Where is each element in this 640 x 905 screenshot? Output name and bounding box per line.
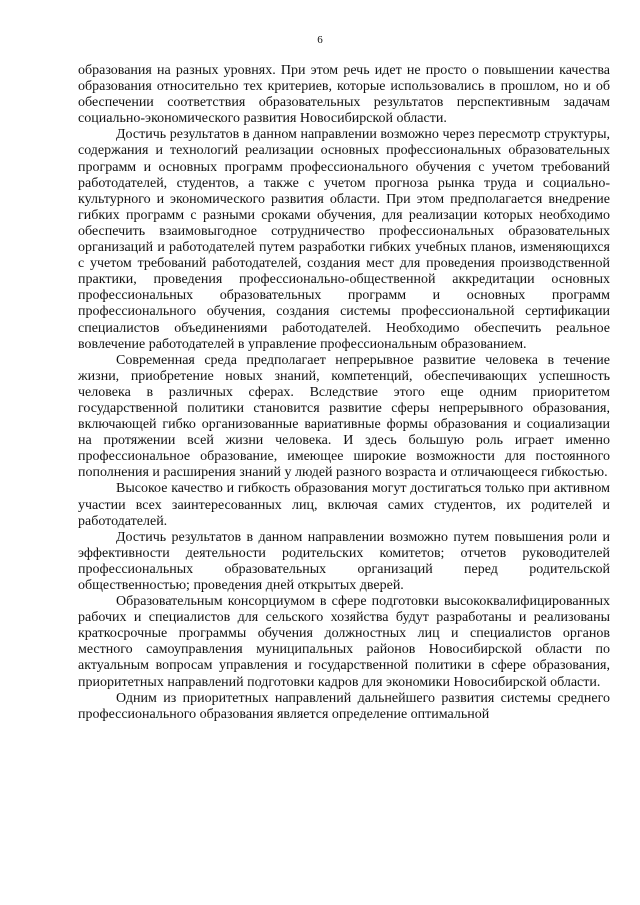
page-number: 6 (317, 34, 323, 46)
document-body (78, 63, 610, 723)
paragraph-consortium: Образовательным консорциумом в сфере подготовки высококвалифицированных рабочих и специалистов для сельского хозяйства будут разработаны и реализованы краткосрочные программы обучения должностных лиц и специалистов органов местного самоуправления муниципальных районов Новосибирской области по актуальным вопросам управления и государственной политики в сфере образования, приоритетных направлений подготовки кадров для экономики Новосибирской области. (78, 594, 610, 690)
paragraph-parent-committees: Достичь результатов в данном направлении возможно путем повышения роли и эффективности деятельности родительских комитетов; отчетов руководителей профессиональных образовательных организаций перед родительской общественностью; проведения дней открытых дверей. (78, 529, 610, 593)
paragraph-continuous-education: Современная среда предполагает непрерывное развитие человека в течение жизни, приобретение новых знаний, компетенций, обеспечивающих успешность человека в различных сферах. Вследствие этого еще одним приоритетом государственной политики становится развитие сферы непрерывного образования, включающей гибко организованные вариативные формы образования и социализации на протяжении всей жизни человека. И здесь большую роль играет именно профессиональное образование, имеющее широкие возможности для постоянного пополнения и расширения знаний у людей разного возраста и отличающееся гибкостью. (78, 352, 610, 481)
paragraph-priority-directions: Одним из приоритетных направлений дальнейшего развития системы среднего профессионального образования является определение оптимальной (78, 690, 610, 722)
paragraph-continuation: образования на разных уровнях. При этом речь идет не просто о повышении качества образования относительно тех критериев, которые использовались в прошлом, но и об обеспечении соответствия образовательных результатов перспективным задачам социально-экономического развития Новосибирской области. (78, 63, 610, 127)
paragraph-employer-requirements: Достичь результатов в данном направлении возможно через пересмотр структуры, содержания и технологий реализации основных профессиональных образовательных программ и основных программ профессионального обучения с учетом требований работодателей, студентов, а также с учетом прогноза рынка труда и социально-культурного и экономического развития области. При этом предполагается внедрение гибких программ с разными сроками обучения, для реализации которых необходимо обеспечить взаимовыгодное сотрудничество профессиональных образовательных организаций и работодателей путем разработки гибких учебных планов, изменяющихся с учетом требований работодателей, создания мест для проведения производственной практики, проведения профессионально-общественной аккредитации основных профессиональных образовательных программ и основных программ профессионального обучения, создания системы профессиональной сертификации специалистов объединениями работодателей. Необходимо обеспечить реальное вовлечение работодателей в управление профессиональным образованием. (78, 127, 610, 352)
paragraph-quality-participation: Высокое качество и гибкость образования могут достигаться только при активном участии всех заинтересованных лиц, включая самих студентов, их родителей и работодателей. (78, 481, 610, 529)
